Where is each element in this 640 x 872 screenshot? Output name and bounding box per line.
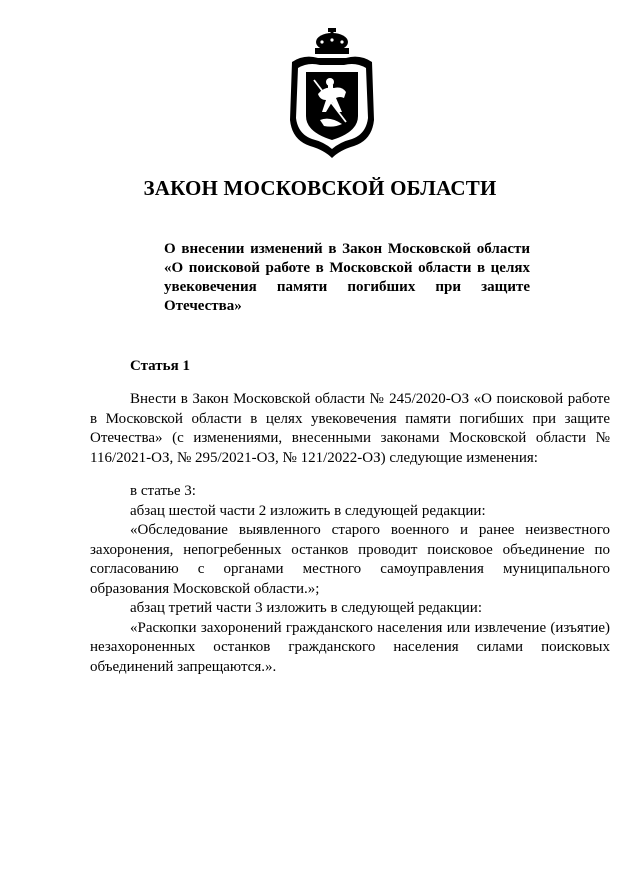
article-title: Статья 1 bbox=[130, 358, 190, 374]
subject-line: Отечества» bbox=[164, 298, 242, 314]
article-quote-paragraph: «Раскопки захоронений гражданского населения или извлечение (изъятие) незахороненных останков гражданского населения силами поисковых объединений запрещаются.». bbox=[90, 619, 610, 675]
article-body bbox=[90, 390, 610, 677]
article-item-paragraph: в статье 3: bbox=[130, 483, 196, 499]
subject-line: «О поисковой работе в Московской области в целях bbox=[164, 260, 530, 276]
law-subject-heading bbox=[164, 240, 530, 316]
law-title: ЗАКОН МОСКОВСКОЙ ОБЛАСТИ bbox=[143, 176, 497, 200]
subject-line: увековечения памяти погибших при защите bbox=[164, 279, 530, 295]
article-intro-paragraph: Внести в Закон Московской области № 245/2020-ОЗ «О поисковой работе в Московской области в целях увековечения памяти погибших при защите Отечества» (с изменениями, внесенными законами Московской области № 116/2021-ОЗ, № 295/2021-ОЗ, № 121/2022-ОЗ) следующие изменения: bbox=[90, 391, 610, 466]
subject-line: О внесении изменений в Закон Московской области bbox=[164, 241, 530, 257]
article-item-paragraph: абзац шестой части 2 изложить в следующей редакции: bbox=[130, 502, 486, 519]
article-item-paragraph: абзац третий части 3 изложить в следующей редакции: bbox=[130, 600, 482, 616]
article-quote-paragraph: «Обследование выявленного старого военного и ранее неизвестного захоронения, непогребенных останков проводит поисковое объединение по согласованию с органами местного самоуправления муниципального образования Московской области.»; bbox=[90, 522, 610, 597]
coat-of-arms-icon bbox=[284, 28, 380, 158]
